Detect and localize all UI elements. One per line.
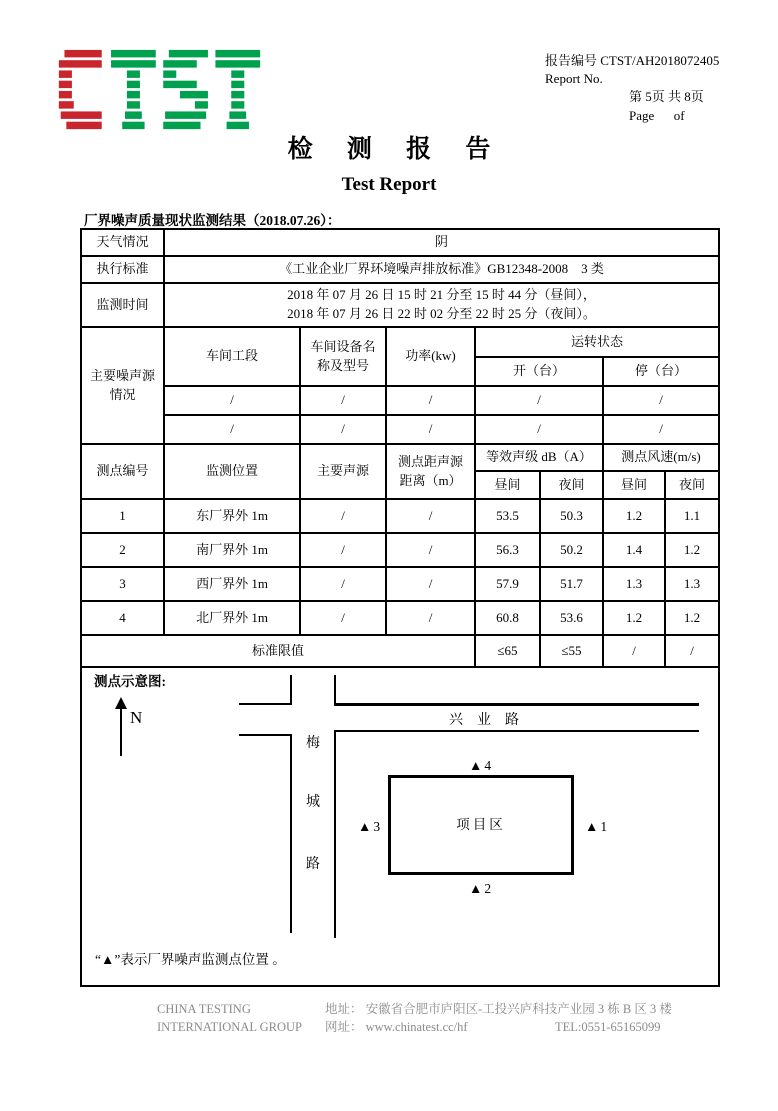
report-number-block <box>545 52 719 125</box>
table-row <box>81 601 719 635</box>
cell-leq-day: 57.9 <box>475 567 540 601</box>
cell-wind-day: 1.3 <box>603 567 665 601</box>
table-row <box>81 567 719 601</box>
north-arrow-shaft <box>120 709 122 756</box>
limit-wind-night: / <box>665 635 719 667</box>
time-line-day: 2018 年 07 月 26 日 15 时 21 分至 15 时 44 分（昼间）， <box>287 287 596 303</box>
footer-contact <box>325 1000 745 1036</box>
diagram-heading: 测点示意图: <box>94 674 166 689</box>
document-title: 检 测 报 告 <box>287 136 505 163</box>
col-leq: 等效声级 dB（A） <box>475 444 603 471</box>
col-point-id: 测点编号 <box>81 444 164 499</box>
page-indicator: 第 5页 共 8页 <box>629 89 704 105</box>
cell: / <box>300 499 386 533</box>
cell-wind-day: 1.2 <box>603 601 665 635</box>
logo-letters-tst <box>111 50 260 129</box>
time-line-night: 2018 年 07 月 26 日 22 时 02 分至 22 时 25 分（夜间）。 <box>287 306 596 321</box>
cell-point-id: 1 <box>81 499 164 533</box>
footer-org <box>157 1000 302 1036</box>
noise-source-header-row <box>81 327 719 357</box>
cell: / <box>300 567 386 601</box>
weather-row <box>81 229 719 256</box>
road-line <box>290 675 292 703</box>
cell: / <box>475 386 603 415</box>
diagram-cell <box>81 667 719 986</box>
monitor-point-3-marker: ▲3 <box>358 819 383 834</box>
cell-leq-night: 51.7 <box>540 567 603 601</box>
col-device-model: 车间设备名称及型号 <box>300 327 386 386</box>
road-line <box>334 675 336 705</box>
cell: / <box>475 415 603 444</box>
cell-location: 北厂界外 1m <box>164 601 300 635</box>
monitor-point-2-marker: ▲2 <box>469 881 494 896</box>
cell-leq-night: 53.6 <box>540 601 603 635</box>
col-location: 监测位置 <box>164 444 300 499</box>
footer-address: 地址： 安徽省合肥市庐阳区-工投兴庐科技产业园 3 栋 B 区 3 楼 <box>325 1002 672 1016</box>
road-line <box>334 731 336 938</box>
cell: / <box>603 415 719 444</box>
limit-row <box>81 635 719 667</box>
cell-wind-night: 1.2 <box>665 601 719 635</box>
footer-org-line1: CHINA TESTING <box>157 1002 251 1016</box>
cell-location: 南厂界外 1m <box>164 533 300 567</box>
col-power: 功率(kw) <box>386 327 475 386</box>
limit-leq-night: ≤55 <box>540 635 603 667</box>
col-leq-night: 夜间 <box>540 471 603 499</box>
standard-row <box>81 256 719 283</box>
cell-wind-day: 1.4 <box>603 533 665 567</box>
road-label-meicheng-char: 城 <box>306 795 320 810</box>
cell: / <box>300 601 386 635</box>
cell: / <box>603 386 719 415</box>
report-number-line <box>545 52 719 70</box>
footer-line2 <box>325 1018 745 1036</box>
section-heading: 厂界噪声质量现状监测结果（2018.07.26）： <box>84 213 341 228</box>
cell-point-id: 2 <box>81 533 164 567</box>
road-line <box>334 703 699 706</box>
col-run-status: 运转状态 <box>475 327 719 357</box>
weather-label: 天气情况 <box>81 229 164 256</box>
project-area-label: 项目区 <box>456 817 506 833</box>
standard-label: 执行标准 <box>81 256 164 283</box>
cell-leq-day: 53.5 <box>475 499 540 533</box>
road-line <box>239 734 292 736</box>
points-header-row <box>81 444 719 471</box>
report-number-value: CTST/AH2018072405 <box>600 53 720 68</box>
road-line <box>290 735 292 933</box>
cell-leq-night: 50.2 <box>540 533 603 567</box>
time-row <box>81 283 719 327</box>
limit-leq-day: ≤65 <box>475 635 540 667</box>
road-label-meicheng-char: 梅 <box>306 736 320 751</box>
page-indicator-en: Page of <box>629 107 685 123</box>
col-on: 开（台） <box>475 357 603 386</box>
cell: / <box>300 415 386 444</box>
cell-location: 东厂界外 1m <box>164 499 300 533</box>
report-number-label: 报告编号 <box>545 53 598 68</box>
cell: / <box>164 386 300 415</box>
weather-value: 阴 <box>164 229 719 256</box>
time-label: 监测时间 <box>81 283 164 327</box>
cell-wind-night: 1.2 <box>665 533 719 567</box>
table-row <box>81 386 719 415</box>
cell: / <box>386 567 475 601</box>
project-area-rect <box>388 775 574 875</box>
table-row <box>81 415 719 444</box>
report-number-label-en: Report No. <box>545 71 603 87</box>
col-off: 停（台） <box>603 357 719 386</box>
road-label-meicheng-char: 路 <box>306 857 320 872</box>
diagram-note: “▲”表示厂界噪声监测点位置 。 <box>95 952 286 967</box>
cell-location: 西厂界外 1m <box>164 567 300 601</box>
col-wind-night: 夜间 <box>665 471 719 499</box>
table-row <box>81 533 719 567</box>
col-workshop-section: 车间工段 <box>164 327 300 386</box>
table-row <box>81 499 719 533</box>
cell: / <box>386 386 475 415</box>
ctst-logo <box>57 47 262 133</box>
north-arrow-icon <box>115 697 127 709</box>
cell-wind-day: 1.2 <box>603 499 665 533</box>
footer-org-line2: INTERNATIONAL GROUP <box>157 1020 303 1035</box>
cell: / <box>164 415 300 444</box>
limit-label: 标准限值 <box>81 635 475 667</box>
cell: / <box>386 415 475 444</box>
cell-leq-day: 60.8 <box>475 601 540 635</box>
cell-leq-night: 50.3 <box>540 499 603 533</box>
monitor-point-1-marker: ▲1 <box>585 819 610 834</box>
monitoring-points-diagram <box>89 670 711 983</box>
col-wind: 测点风速(m/s) <box>603 444 719 471</box>
road-line <box>239 703 292 705</box>
limit-wind-day: / <box>603 635 665 667</box>
logo-letter-c <box>59 50 102 129</box>
monitoring-results-table <box>80 228 720 987</box>
cell-point-id: 4 <box>81 601 164 635</box>
noise-source-label: 主要噪声源情况 <box>81 327 164 444</box>
cell: / <box>386 533 475 567</box>
cell-leq-day: 56.3 <box>475 533 540 567</box>
road-label-xingye: 兴 业 路 <box>449 713 519 728</box>
cell-wind-night: 1.3 <box>665 567 719 601</box>
standard-value: 《工业企业厂界环境噪声排放标准》GB12348-2008 3 类 <box>164 256 719 283</box>
col-wind-day: 昼间 <box>603 471 665 499</box>
col-main-source: 主要声源 <box>300 444 386 499</box>
footer-website: 网址： www.chinatest.cc/hf <box>325 1020 468 1035</box>
cell-point-id: 3 <box>81 567 164 601</box>
time-value <box>164 283 719 327</box>
north-label: N <box>130 708 143 727</box>
cell: / <box>300 533 386 567</box>
monitor-point-4-marker: ▲4 <box>469 758 494 773</box>
col-leq-day: 昼间 <box>475 471 540 499</box>
cell: / <box>386 499 475 533</box>
cell: / <box>386 601 475 635</box>
footer-tel: TEL:0551-65165099 <box>555 1020 661 1035</box>
cell: / <box>300 386 386 415</box>
document-title-en: Test Report <box>341 174 437 195</box>
cell-wind-night: 1.1 <box>665 499 719 533</box>
diagram-row <box>81 667 719 986</box>
col-distance: 测点距声源距离（m） <box>386 444 475 499</box>
